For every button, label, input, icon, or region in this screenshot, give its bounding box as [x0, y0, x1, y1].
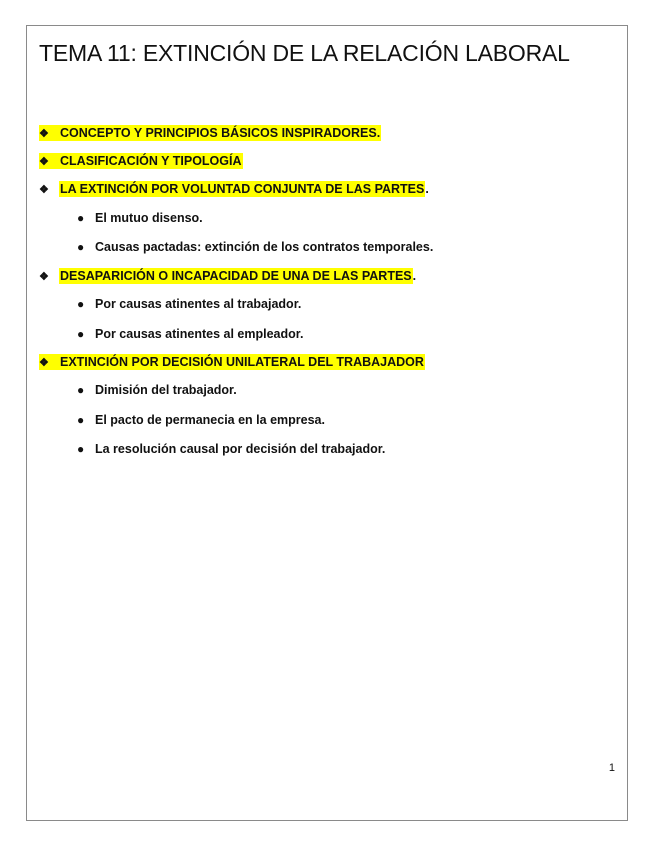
round-bullet-icon: ● [77, 327, 85, 341]
section-heading-concepto [39, 125, 381, 141]
section-heading-desaparicion [39, 268, 416, 284]
round-bullet-icon: ● [77, 211, 85, 225]
round-bullet-icon: ● [77, 297, 85, 311]
section-heading-voluntad-conjunta [39, 181, 429, 197]
list-item [77, 442, 385, 456]
section-heading-period: . [425, 182, 429, 196]
section-heading-text: EXTINCIÓN POR DECISIÓN UNILATERAL DEL TRABAJADOR [60, 355, 424, 369]
list-item [77, 211, 203, 225]
section-heading-period: . [412, 269, 417, 283]
page-number: 1 [608, 762, 615, 774]
round-bullet-icon: ● [77, 383, 85, 397]
round-bullet-icon: ● [77, 240, 85, 254]
document-page [26, 25, 628, 821]
list-item [77, 413, 325, 427]
list-item-text: Causas pactadas: extinción de los contratos temporales. [95, 240, 434, 254]
round-bullet-icon: ● [77, 413, 85, 427]
list-item-text: La resolución causal por decisión del trabajador. [95, 442, 386, 456]
section-heading-decision-unilateral [39, 354, 425, 370]
list-item [77, 297, 301, 311]
diamond-bullet-icon: ❖ [39, 270, 49, 283]
list-item-text: Dimisión del trabajador. [95, 383, 237, 397]
diamond-bullet-icon: ❖ [39, 183, 49, 196]
list-item [77, 327, 303, 341]
list-item [77, 383, 237, 397]
round-bullet-icon: ● [77, 442, 85, 456]
diamond-bullet-icon: ❖ [39, 127, 49, 140]
diamond-bullet-icon: ❖ [39, 155, 49, 168]
list-item-text: El pacto de permanecia en la empresa. [95, 413, 325, 427]
list-item-text: El mutuo disenso. [95, 211, 203, 225]
section-heading-clasificacion [39, 153, 243, 169]
diamond-bullet-icon: ❖ [39, 356, 49, 369]
list-item-text: Por causas atinentes al empleador. [95, 327, 304, 341]
section-heading-text: CONCEPTO Y PRINCIPIOS BÁSICOS INSPIRADORES. [60, 126, 381, 140]
section-heading-text: CLASIFICACIÓN Y TIPOLOGÍA [60, 154, 242, 168]
section-heading-text: DESAPARICIÓN O INCAPACIDAD DE UNA DE LAS PARTES [60, 269, 412, 283]
document-title: TEMA 11: EXTINCIÓN DE LA RELACIÓN LABORAL [39, 40, 570, 66]
list-item-text: Por causas atinentes al trabajador. [95, 297, 302, 311]
list-item [77, 240, 433, 254]
section-heading-text: LA EXTINCIÓN POR VOLUNTAD CONJUNTA DE LAS PARTES [60, 182, 425, 196]
